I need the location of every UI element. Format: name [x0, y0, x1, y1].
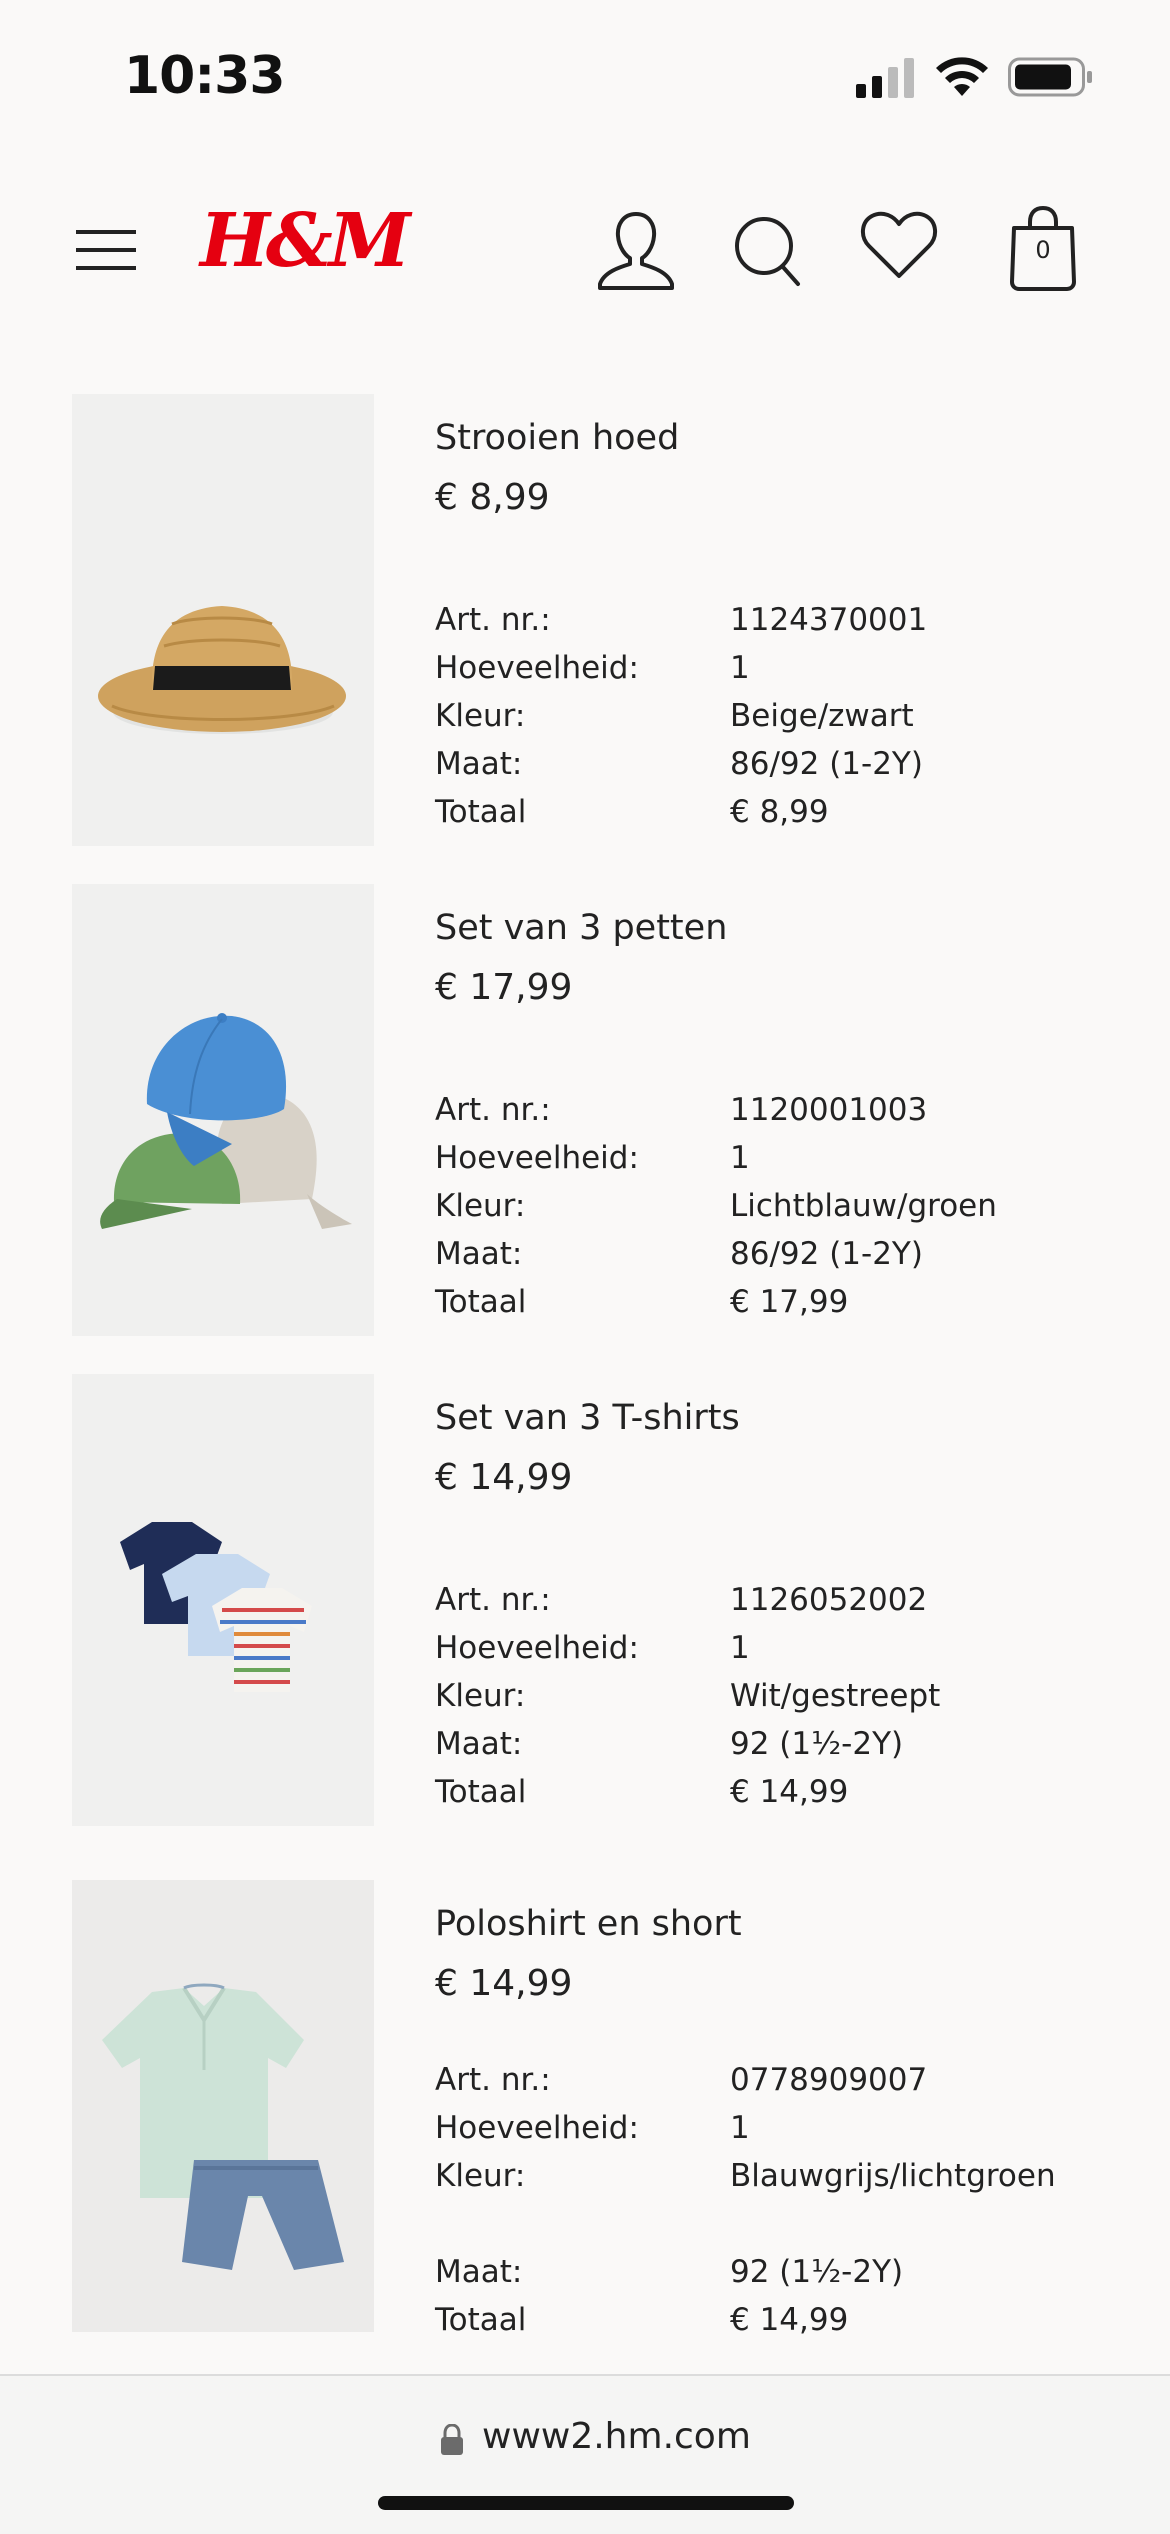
quantity-label: Hoeveelheid:: [435, 1140, 639, 1176]
art-nr-value: 1124370001: [730, 602, 928, 638]
art-nr-label: Art. nr.:: [435, 2062, 551, 2098]
account-icon[interactable]: [596, 208, 676, 292]
quantity-value: 1: [730, 650, 750, 686]
color-value: Blauwgrijs/lichtgroen: [730, 2158, 1056, 2194]
site-header: [0, 180, 1170, 320]
total-label: Totaal: [435, 794, 527, 830]
size-value: 86/92 (1-2Y): [730, 746, 923, 782]
product-price: € 8,99: [435, 477, 550, 518]
home-indicator[interactable]: [378, 2496, 794, 2510]
product-price: € 17,99: [435, 967, 573, 1008]
status-bar: [0, 0, 1170, 140]
total-label: Totaal: [435, 1774, 527, 1810]
product-price: € 14,99: [435, 1963, 573, 2004]
size-label: Maat:: [435, 2254, 523, 2290]
total-label: Totaal: [435, 1284, 527, 1320]
size-value: 92 (1½-2Y): [730, 2254, 904, 2290]
search-icon[interactable]: [732, 212, 802, 288]
art-nr-value: 1126052002: [730, 1582, 928, 1618]
size-label: Maat:: [435, 1236, 523, 1272]
art-nr-value: 1120001003: [730, 1092, 928, 1128]
product-price: € 14,99: [435, 1457, 573, 1498]
menu-icon[interactable]: [74, 226, 138, 274]
color-value: Lichtblauw/groen: [730, 1188, 997, 1224]
quantity-value: 1: [730, 1140, 750, 1176]
url-text[interactable]: www2.hm.com: [482, 2416, 751, 2457]
total-value: € 14,99: [730, 1774, 849, 1810]
product-image[interactable]: [72, 1374, 374, 1826]
quantity-label: Hoeveelheid:: [435, 650, 639, 686]
caps-image: [72, 884, 374, 1336]
product-image[interactable]: [72, 884, 374, 1336]
total-value: € 17,99: [730, 1284, 849, 1320]
total-label: Totaal: [435, 2302, 527, 2338]
color-label: Kleur:: [435, 1678, 526, 1714]
quantity-value: 1: [730, 2110, 750, 2146]
quantity-label: Hoeveelheid:: [435, 2110, 639, 2146]
total-value: € 8,99: [730, 794, 829, 830]
color-label: Kleur:: [435, 2158, 526, 2194]
browser-url-bar[interactable]: [0, 2374, 1170, 2534]
product-image[interactable]: [72, 394, 374, 846]
size-value: 92 (1½-2Y): [730, 1726, 904, 1762]
status-time: 10:33: [124, 46, 285, 106]
product-name[interactable]: Set van 3 T-shirts: [435, 1398, 740, 1438]
art-nr-label: Art. nr.:: [435, 602, 551, 638]
color-value: Beige/zwart: [730, 698, 914, 734]
quantity-label: Hoeveelheid:: [435, 1630, 639, 1666]
size-label: Maat:: [435, 1726, 523, 1762]
wifi-icon: [934, 54, 990, 98]
hm-logo[interactable]: H&M: [200, 198, 407, 284]
quantity-value: 1: [730, 1630, 750, 1666]
product-name[interactable]: Strooien hoed: [435, 418, 680, 458]
product-image[interactable]: [72, 1880, 374, 2332]
signal-icon: [856, 58, 916, 98]
product-name[interactable]: Set van 3 petten: [435, 908, 728, 948]
lock-icon: [440, 2424, 464, 2456]
color-label: Kleur:: [435, 698, 526, 734]
size-value: 86/92 (1-2Y): [730, 1236, 923, 1272]
product-name[interactable]: Poloshirt en short: [435, 1904, 742, 1944]
color-label: Kleur:: [435, 1188, 526, 1224]
tshirts-image: [72, 1374, 374, 1826]
art-nr-label: Art. nr.:: [435, 1582, 551, 1618]
straw-hat-image: [72, 394, 374, 846]
art-nr-value: 0778909007: [730, 2062, 928, 2098]
bag-count: 0: [1035, 236, 1051, 264]
total-value: € 14,99: [730, 2302, 849, 2338]
poloshirt-short-image: [72, 1880, 374, 2332]
heart-icon[interactable]: [860, 210, 938, 282]
art-nr-label: Art. nr.:: [435, 1092, 551, 1128]
battery-icon: [1008, 56, 1094, 98]
color-value: Wit/gestreept: [730, 1678, 941, 1714]
size-label: Maat:: [435, 746, 523, 782]
